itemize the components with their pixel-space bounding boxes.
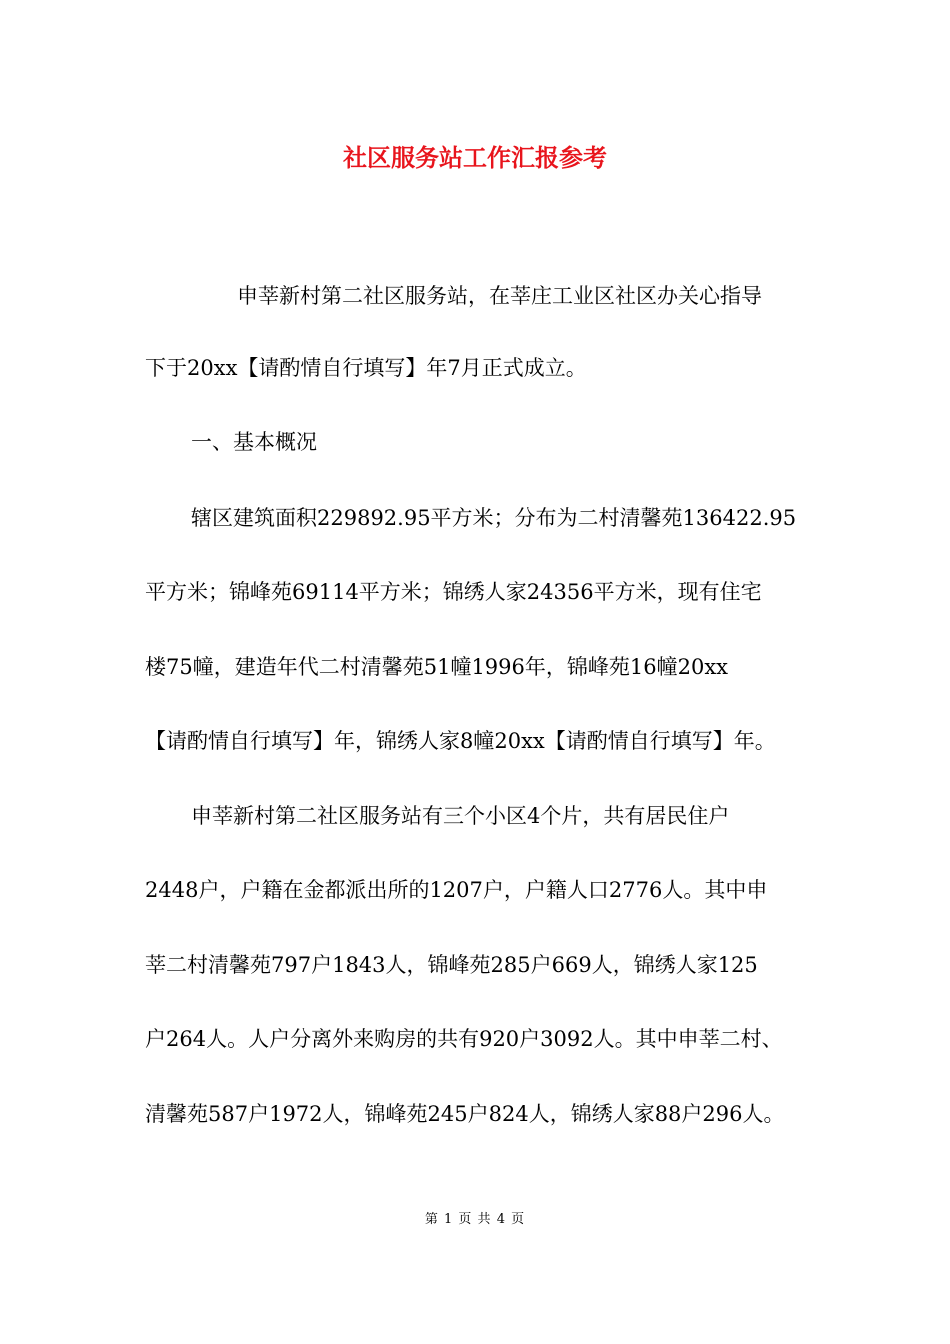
paragraph-line: 申莘新村第二社区服务站有三个小区4个片，共有居民住户 — [191, 804, 730, 828]
section-heading: 一、基本概况 — [191, 430, 317, 454]
paragraph-line: 2448户，户籍在金都派出所的1207户，户籍人口2776人。其中申 — [145, 878, 768, 902]
document-title: 社区服务站工作汇报参考 — [343, 143, 607, 172]
paragraph-line: 平方米；锦峰苑69114平方米；锦绣人家24356平方米，现有住宅 — [145, 580, 762, 604]
paragraph-line: 清馨苑587户1972人，锦峰苑245户824人，锦绣人家88户296人。 — [145, 1102, 785, 1126]
paragraph-line: 莘二村清馨苑797户1843人，锦峰苑285户669人，锦绣人家125 — [145, 953, 758, 977]
page-number-footer: 第 1 页 共 4 页 — [424, 1212, 526, 1227]
paragraph-line: 户264人。人户分离外来购房的共有920户3092人。其中申莘二村、 — [145, 1027, 783, 1051]
paragraph-line: 楼75幢，建造年代二村清馨苑51幢1996年，锦峰苑16幢20xx — [145, 655, 729, 679]
paragraph-line: 申莘新村第二社区服务站，在莘庄工业区社区办关心指导 — [237, 284, 762, 308]
paragraph-line: 辖区建筑面积229892.95平方米；分布为二村清馨苑136422.95 — [191, 506, 797, 530]
paragraph-line: 下于20xx【请酌情自行填写】年7月正式成立。 — [145, 356, 587, 380]
paragraph-line: 【请酌情自行填写】年，锦绣人家8幢20xx【请酌情自行填写】年。 — [145, 729, 776, 753]
